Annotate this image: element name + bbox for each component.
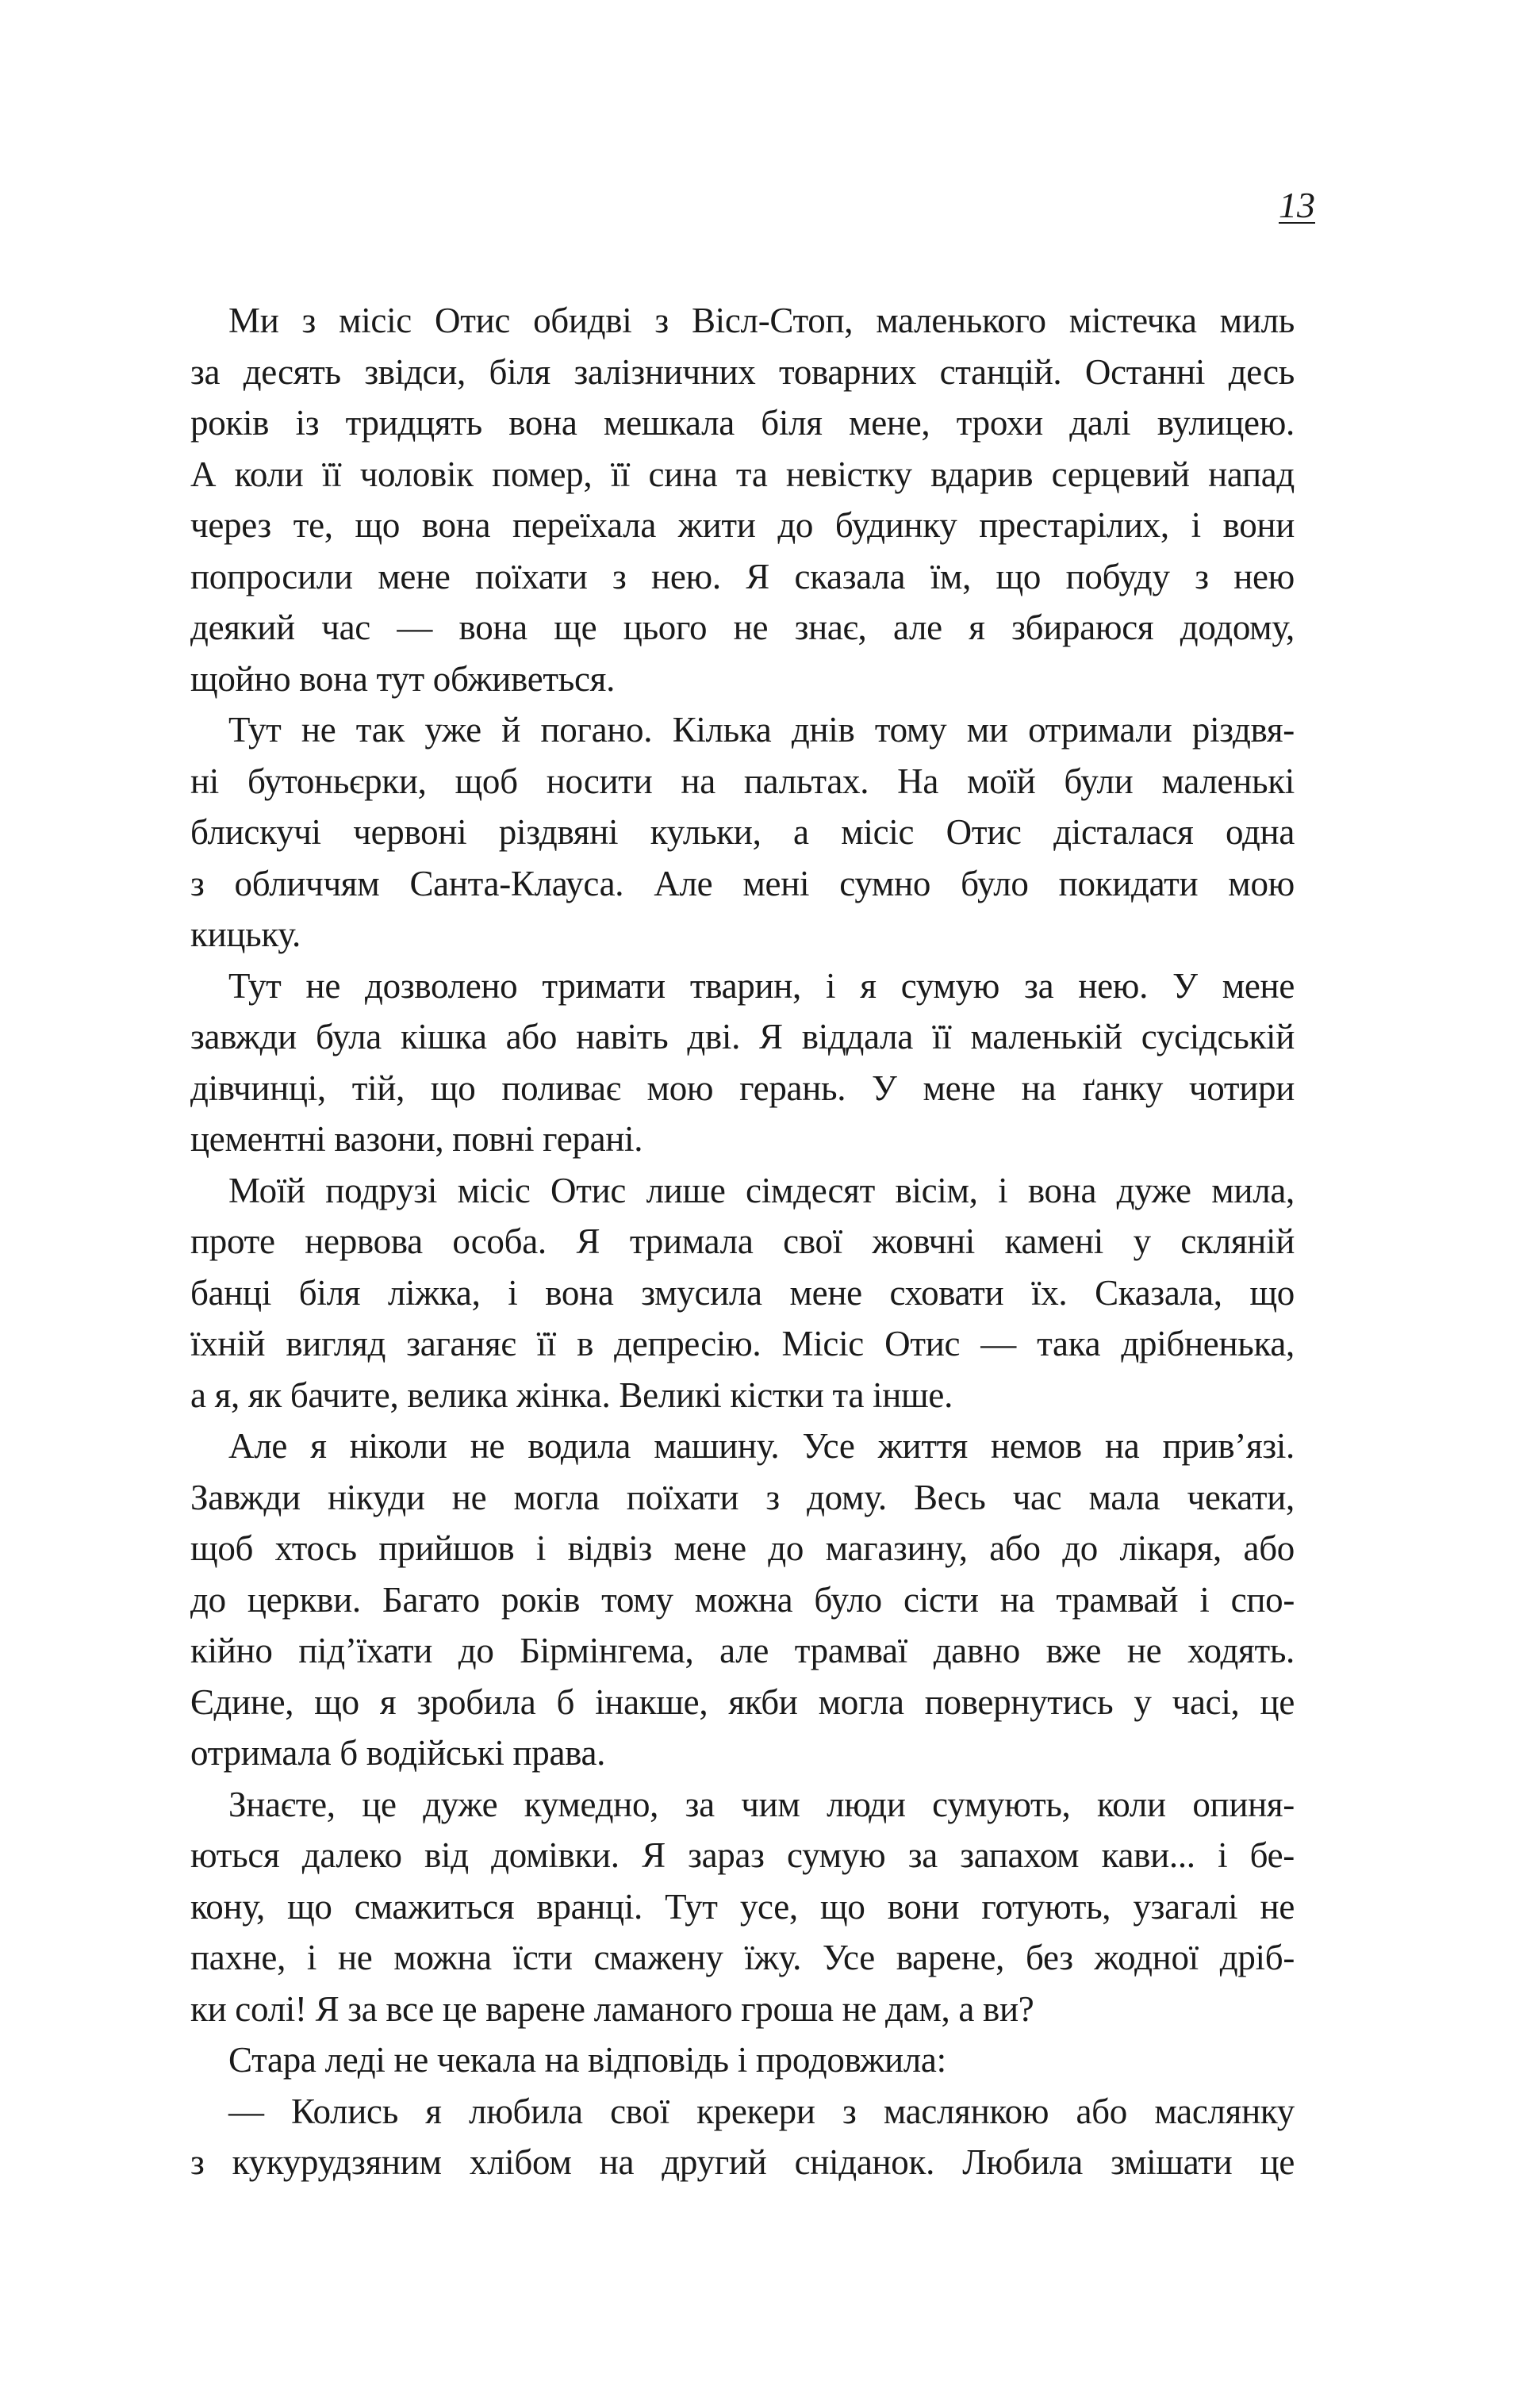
- text-line: Знаєте, це дуже кумедно, за чим люди сумують, коли опиня-: [228, 1784, 1295, 1824]
- text-line: за десять звідси, біля залізничних товарних станцій. Останні десь: [190, 351, 1295, 392]
- text-line: А коли її чоловік помер, її сина та невістку вдарив серцевий напад: [190, 454, 1295, 494]
- text-line: Завжди нікуди не могла поїхати з дому. Весь час мала чекати,: [190, 1477, 1295, 1517]
- text-line: Тут не так уже й погано. Кілька днів тому ми отримали різдвя-: [228, 710, 1295, 750]
- text-line: кійно під’їхати до Бірмінгема, але трамваї давно вже не ходять.: [190, 1631, 1295, 1670]
- text-line: ки солі! Я за все це варене ламаного гроша не дам, а ви?: [190, 1988, 1034, 2029]
- text-line: Єдине, що я зробила б інакше, якби могла повернутись у часі, це: [190, 1681, 1295, 1722]
- page-number: 13: [1279, 185, 1315, 225]
- text-line: років із тридцять вона мешкала біля мене, трохи далі вулицею.: [190, 403, 1295, 443]
- text-line: деякий час — вона ще цього не знає, але я збираюся додому,: [190, 608, 1295, 647]
- text-line: щоб хтось прийшов і відвіз мене до магазину, або до лікаря, або: [190, 1528, 1295, 1568]
- text-line: Ми з місіс Отис обидві з Вісл-Стоп, маленького містечка миль: [228, 301, 1295, 340]
- text-line: Моїй подрузі місіс Отис лише сімдесят вісім, і вона дуже мила,: [228, 1170, 1295, 1210]
- text-line: цементні вазони, повні герані.: [190, 1119, 643, 1159]
- text-line: пахне, і не можна їсти смажену їжу. Усе варене, без жодної дріб-: [190, 1938, 1295, 1977]
- text-line: — Колись я любила свої крекери з маслянкою або маслянку: [228, 2091, 1295, 2131]
- text-line: кицьку.: [190, 915, 301, 954]
- text-line: отримала б водійські права.: [190, 1733, 606, 1773]
- text-line: завжди була кішка або навіть дві. Я віддала її маленькій сусідській: [190, 1017, 1295, 1056]
- text-line: ються далеко від домівки. Я зараз сумую за запахом кави... і бе-: [190, 1835, 1295, 1875]
- text-line: а я, як бачите, велика жінка. Великі кістки та інше.: [190, 1375, 953, 1415]
- text-line: до церкви. Багато років тому можна було сісти на трамвай і спо-: [190, 1579, 1295, 1620]
- text-line: попросили мене поїхати з нею. Я сказала їм, що побуду з нею: [190, 556, 1295, 596]
- text-line: Стара леді не чекала на відповідь і продовжила:: [228, 2040, 946, 2080]
- body-text: [190, 295, 1295, 2188]
- text-line: Тут не дозволено тримати тварин, і я сумую за нею. У мене: [228, 965, 1295, 1006]
- text-line: ні бутоньєрки, щоб носити на пальтах. На моїй були маленькі: [190, 761, 1295, 801]
- text-line: блискучі червоні різдвяні кульки, а місіс Отис дісталася одна: [190, 812, 1295, 852]
- text-line: дівчинці, тій, що поливає мою герань. У мене на ґанку чотири: [190, 1068, 1295, 1108]
- text-line: щойно вона тут обживеться.: [190, 658, 616, 699]
- text-line: через те, що вона переїхала жити до будинку престарілих, і вони: [190, 505, 1295, 545]
- text-line: проте нервова особа. Я тримала свої жовчні камені у скляній: [190, 1221, 1295, 1261]
- text-line: їхній вигляд заганяє її в депресію. Місіс Отис — така дрібненька,: [190, 1324, 1295, 1363]
- text-line: банці біля ліжка, і вона змусила мене сховати їх. Сказала, що: [190, 1272, 1295, 1313]
- text-line: кону, що смажиться вранці. Тут усе, що вони готують, узагалі не: [190, 1886, 1295, 1927]
- text-line: з кукурудзяним хлібом на другий сніданок. Любила змішати це: [190, 2142, 1295, 2182]
- text-line: з обличчям Санта-Клауса. Але мені сумно було покидати мою: [190, 863, 1295, 903]
- text-line: Але я ніколи не водила машину. Усе життя немов на прив’язі.: [228, 1426, 1295, 1466]
